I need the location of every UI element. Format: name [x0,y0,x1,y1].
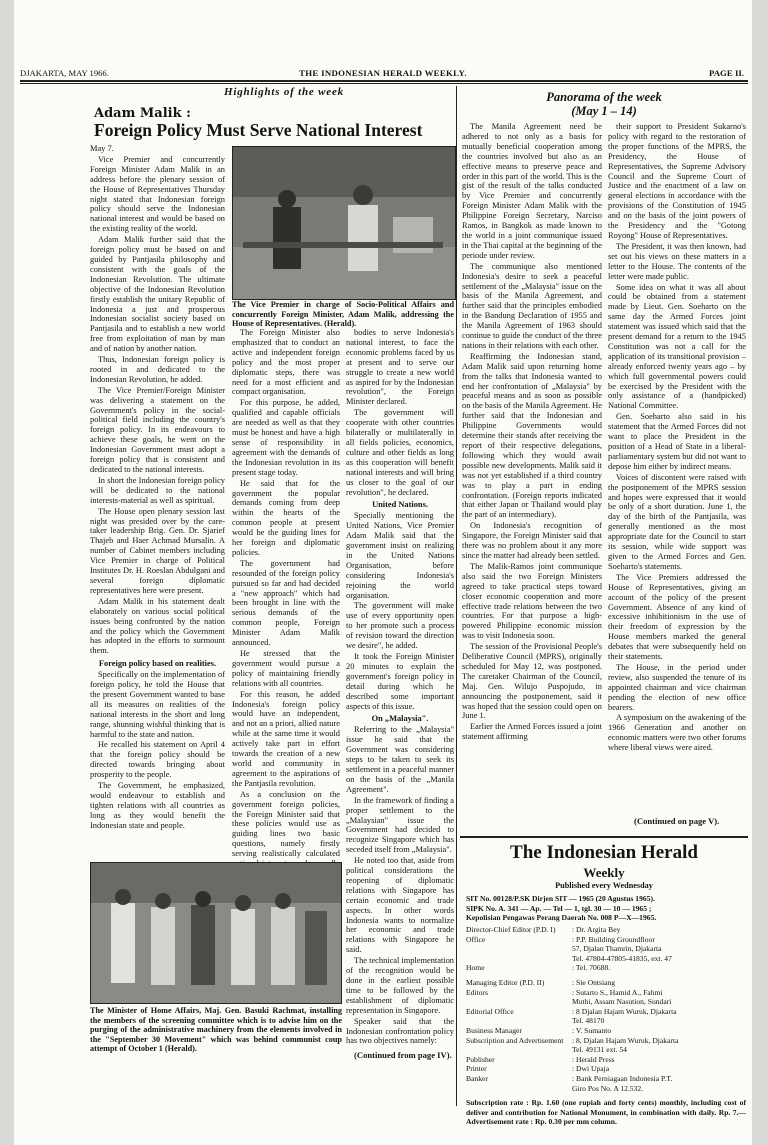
paragraph: Specifically on the implementation of foreign policy, he told the House that the present Government wanted to base all its measures on realities of the national interests in the short and long range, shunning wishful thinking that is harmful to the state and nation. [90,670,225,739]
staff-row [466,1055,746,1065]
staff-value: : P.P. Building Groundfloor [572,934,655,944]
staff-value: : Tel. 70688. [572,963,611,973]
continued-note-left: (Continued from page IV). [354,1050,452,1060]
panorama-col-1 [462,122,602,836]
paragraph: Vice Premier and concurrently Foreign Minister Adam Malik in an address before the plenary session of the House of Representatives Thursday night stated that Indonesian foreign policy should serve the Indonesian national interest and would be based on the existing reality of the world. [90,154,225,234]
staff-value: : Sutarto S., Hamid A., Fahmi [572,987,663,997]
article-col-2 [232,328,340,898]
staff-row [466,925,746,935]
staff-row [466,1036,746,1046]
staff-row [466,944,746,954]
paragraph: A symposium on the awakening of the 1966 Generation and another on economic matters were two other forums where liberal views were aired. [608,713,746,753]
headline: Foreign Policy Must Serve National Interest [94,120,423,140]
staff-role [466,1084,572,1094]
staff-row [466,963,746,973]
paragraph: Adam Malik further said that the foreign policy must be based on and guided by Pantjasila philosophy and consistent with the goals of the Indonesian Revolution. The ultimate objective of the Indonesian Revolution firstly establish the unitary Republic of Indonesia a just and prosperous Indonesian socialist society based on Pantjasila and to establish a new world free from exploitation of man by man and of nation by another nation. [90,235,225,354]
masthead-top-rule [460,836,748,838]
paragraph: The Government, he emphasized, would endeavour to establish and tighten relations with all countries as long as they would benefit the Indonesian state and people. [90,781,225,830]
staff-role: Publisher [466,1054,495,1064]
staff-value: : 8, Djalan Hajam Wuruk, Djakarta [572,1035,679,1045]
staff-row [466,978,746,988]
paragraph: On Indonesia's recognition of Singapore, the Foreign Minister said that there was no problem about it any more since the matter had already been settled. [462,521,602,560]
staff-role: Printer [466,1064,487,1074]
paragraph: Earlier the Armed Forces issued a joint statement affirming [462,722,602,742]
staff-role [466,1016,572,1026]
staff-value: Muthi, Assam Nasution, Sundari [572,997,672,1007]
paragraph: For this reason, he added Indonesia's foreign policy would have an independent, and not an a priori, allied nature while at the same time it would actively take part in effort towards the creation of a new world and community in agreement to the aspirations of the Pantjasila revolution. [232,689,340,788]
staff-role: Banker [466,1073,488,1083]
staff-role: Managing Editor (P.D. II) [466,977,545,987]
staff-value: Giro Pos No. A 12.532. [572,1083,644,1093]
paragraph: Some idea on what it was all about could be obtained from a statement made by Lieut. Gen. Soeharto on the same day the Armed Forces joint statement was issued which said that the present demand for a return to the 1945 Constitution was not a call for the application of its transitional provision – already enforced twenty years ago – by which full governmental powers could be exercised by the President with the only assistance of a (handpicked) National Committee. [608,282,746,411]
paragraph [346,1047,454,1048]
header-rule [20,80,748,82]
paragraph: their support to President Sukarno's policy with regard to the restoration of the proper functions of the MPRS, the Presidency, the House of Representatives, the Supreme Advisory Council and the Supreme Court of Justice and the enactment of a law on general elections in accordance with the provisions of the Constitution of 1945 and on the basis of the joint powers of the Presidency and the "Gotong Royong" House of Representatives. [608,122,746,240]
staff-value: : 8 Djalan Hajam Wuruk, Djakarta [572,1006,677,1016]
photo-adam-malik-house [232,146,456,300]
paragraph: The technical implementation of the recognition would be done in the earliest possible time to be followed by the establishment of diplomatic representation in Singapore. [346,956,454,1015]
staff-role [466,944,572,954]
photo-home-affairs-minister [90,862,342,1004]
paragraph: Voices of discontent were raised with the postponement of the MPRS session and hopes were expressed that it would be only of a short duration. June 1, the day of the birth of the Pantjasila, was generally mentioned as the most appropriate date for the Council to start its session, while wide support was given to the Armed Forces and Gen. Soeharto's statements. [608,472,746,571]
staff-value: : Dr. Argita Bey [572,925,621,934]
staff-value: Tel. 47804-47805-41835, ext. 47 [572,953,672,963]
permit-line: Kepolisian Pengawas Perang Daerah No. 008 P—X—1965. [466,913,657,923]
paragraph: The government will cooperate with other countries bilaterally or multilaterally in all fields policies, economics, culture and other fields as long as this cooperation will benefit national interests and will bring us closer to the goal of our revolution", he declared. [346,408,454,497]
masthead-subtitle: Weekly [583,865,625,880]
masthead-permits [466,894,746,923]
col1b-paragraphs [90,670,225,831]
staff-value: : Herald Press [572,1054,615,1064]
paragraph: The House, in the period under review, also suspended the tenure of its appointed chairman and vice chairman pending the election of new office bearers. [608,662,746,712]
article-date: May 7. [90,144,114,153]
photo-placeholder-svg [233,147,455,299]
col2-paragraphs [232,328,340,898]
staff-role: Editors [466,987,488,997]
permit-line: SIT No. 00128/P.SK Dirjen SIT — 1965 (20 Agustus 1965). [466,894,655,903]
staff-row [466,954,746,964]
col3-subhead-un: United Nations. [372,500,428,510]
staff-row [466,1016,746,1026]
paragraph: It took the Foreign Minister 20 minutes to explain the government's foreign policy in detail during which he described some important aspects of this issue. [346,652,454,711]
paragraph: He stressed that the government would pursue a policy of maintaining friendly relations with all countries. [232,649,340,688]
panorama-title: Panorama of the week [546,90,662,104]
staff-row [466,1064,746,1074]
paragraph: Referring to the „Malaysia" issue he said that the Government was considering steps to be taken to seek its settlement in a peaceful manner on the basis of the „Manila Agreement". [346,725,454,794]
panorama-col-2 [608,122,746,814]
panorama-col2-paragraphs [608,122,746,753]
staff-role: Editorial Office [466,1006,514,1016]
paragraph: The House open plenary session last night was presided over by the care-taker leadership Brig. Gen. Dr. Sjarief Thajeb and Haer Achmad Mursalin. A number of Cabinet members including Vice Premier in charge of Political Institutes Dr. H. Roeslan Abdulgani and several foreign diplomatic representatives here were present. [90,506,225,595]
paragraph: The government will make use of every opportunity open to her promote such a process of revision toward the direction we desire", he added. [346,601,454,651]
permit-lines [466,894,746,923]
paragraph: Speaker said that the Indonesian confrontation policy has two objectives namely: [346,1016,454,1046]
staff-role: Home [466,963,485,973]
staff-role: Business Manager [466,1025,522,1035]
subscription-note: Subscription rate : Rp. 1.60 (one rupiah and forty cents) monthly, including cost of deliver and contribution for National Monument, in combination with daily. Rp. 7.— Advertisement rate : Rp. 0.30 per mm column. [466,1098,746,1127]
paragraph: The Vice Premiers addressed the House of Representatives, giving an account of the policy of the present Government. Absence of any kind of excessive inhibitionism in the use of their freedom of expression by the House members marked the general debates that were subsequently held on their statements. [608,572,746,662]
paragraph: For this purpose, he added, qualified and capable officials are needed as well as that they must be honest and have a high sense of responsibility in agreement with the demands of the Indonesian revolution in its present stage today. [232,398,340,477]
dateline: DJAKARTA, MAY 1966. [20,68,109,78]
staff-role [466,997,572,1007]
staff-row [466,988,746,998]
paragraph: Adam Malik in his statement dealt elaborately on various social political issues being confronted by the nation and the policy which the Government has adopted in the efforts to surmount them. [90,596,225,656]
staff-value: : V. Sumanto [572,1025,612,1035]
col3c-paragraphs [346,725,454,1048]
staff-value: Tel. 48170 [572,1016,605,1026]
paragraph: In short the Indonesian foreign policy will be dedicated to the national interests-material as well as spiritual. [90,475,225,505]
paragraph: Gen. Soeharto also said in his statement that the Armed Forces did not want to place the President in the position of a Head of State in a liberal-parliamentary system but did not want to depose him either by indirect means. [608,412,746,471]
paragraph: The President, it was then known, had set out his views on these matters in a letter to the House. The contents of the letter were made public. [608,241,746,281]
col1-subhead: Foreign policy based on realities. [98,659,217,669]
panorama-continued-note: (Continued on page V). [634,816,720,826]
staff-role: Office [466,934,486,944]
paragraph: The government had resounded of the foreign policy pursued so far and had decided a "new approach" which had been brought in line with the serious demands of the common people, Foreign Minister Adam Malik announced. [232,558,340,648]
section-divider [456,86,457,1106]
paragraph: He noted too that, aside from political considerations the reopening of diplomatic relations with Singapore has certain economic and trade aspects. In other words Indonesia wants to normalize her economic and trade relations with Singapore he said. [346,856,454,955]
paragraph: Specially mentioning the United Nations, Vice Premier Adam Malik said that the government insist on realizing in the United Nations Organisation, before considering Indonesia's rejoining the world organisation. [346,511,454,600]
staff-role: Subscription and Advertisement [466,1035,564,1045]
staff-row [466,1074,746,1084]
paragraph: The communique also mentioned Indonesia's desire to seek a peaceful settlement of the „Malaysia" issue on the basis of the Manila Agreement, and further said that the principles embodied in the Bandung Declaration of 1955 and the Manila Agreement of 1963 should continue to guide the conduct of the three nations in their relations with each other. [462,261,602,350]
masthead-published: Published every Wednesday [555,881,653,890]
paragraph: As a conclusion on the government foreign policies, the Foreign Minister said that these policies would use as guiding lines two basic questions, namely firstly serving realistically calculated [232,789,340,859]
masthead-staff [466,925,746,1093]
staff-value: : Bank Perniagaan Indonesia P.T. [572,1073,673,1083]
panorama-col1-paragraphs [462,122,602,742]
paper-name: THE INDONESIAN HERALD WEEKLY. [299,68,467,78]
paragraph: The Vice Premier/Foreign Minister was delivering a statement on the Government's policy in the social-political field including the country's foreign policy. In its endeavours to achieve these goals, he went on the Indonesian Government must adopt a foreign policy that is consistent and dedicated to the national interests. [90,385,225,474]
page-label: PAGE II. [708,68,744,78]
paragraph: Thus, Indonesian foreign policy is rooted in and dedicated to the Indonesian Revolution, he added. [90,355,225,384]
paragraph: He recalled his statement on April 4 that the foreign policy should be directed towards bringing about prosperity to the people. [90,740,225,780]
panorama-dates: (May 1 – 14) [571,104,637,118]
staff-row [466,997,746,1007]
staff-role [466,954,572,964]
staff-role [466,1045,572,1055]
staff-role: Director-Chief Editor (P.D. I) [466,925,556,934]
staff-value: : Dwi Upaja [572,1064,610,1074]
col3-subhead-malaysia: On „Malaysia". [371,714,429,724]
staff-value: Tel. 49131 ext. 54 [572,1045,627,1055]
paragraph: In the framework of finding a proper settlement to the „Malaysian" issue the Government had decided to recognize Singapore which has seceded itself from „Malaysia". [346,795,454,855]
paragraph: bodies to serve Indonesia's national interest, to face the economic problems faced by us at present and to serve our struggle to create a new world as aspired for by the Indonesian revolution", the Foreign Minister declared. [346,328,454,407]
photo2-caption: The Minister of Home Affairs, Maj. Gen. Basuki Rachmat, installing the members of the screening committee which is to advise him on the purging of the administrative machinery from the elements involved in the "September 30 Movement" which was behind communist coup attempt of October 1 (Herald). [90,1006,342,1054]
col3-paragraphs [346,328,454,497]
photo2-placeholder-svg [91,863,341,1003]
photo1-caption: The Vice Premier in charge of Socio-Political Affairs and concurrently Foreign Minister, Adam Malik, addressing the House of Representatives. (Herald). [232,300,454,329]
masthead-title: The Indonesian Herald [510,842,698,863]
staff-row [466,1084,746,1094]
staff-row [466,1007,746,1017]
paragraph: The Manila Agreement need be adhered to not only as a basis for mutually beneficial cooperation among the countries involved but also as an effective means to preserve peace and order in this part of the world. This is the gist of the result of the talks conducted by Vice Premier and concurrently Foreign Minister Adam Malik with the Philippine Foreign Secretary, Narciso Ramos, in Bangkok as made known to the world in a joint communique issued in the Thai capital at the beginning of the periode under review. [462,122,602,260]
paragraph: The Malik-Ramos joint communique also said the two Foreign Ministers agreed to take practical steps toward closer economic cooperation and more effective trade relations between the two countries. For that purpose a high-powered Philippine economic mission was to visit Indonesia soon. [462,561,602,641]
col1-paragraphs [90,155,225,656]
paragraph: He said that for the government the popular demands coming from deep within the hearts of the common people at present would be the guiding lines for her foreign and diplomatic policies. [232,478,340,557]
paragraph: The session of the Provisional People's Deliberative Council (MPRS), originally scheduled for May 12, was postponed. The caretaker Chairman of the Council, Maj. Gen. Wilujo Puspojudo, in announcing the postponement, said it was hoped that the session could open on June 1. [462,642,602,721]
permit-line: SIPK No. A. 341 — Ap. — Tel — 1, tgl. 30 — 10 — 1965 ; [466,903,652,913]
newspaper-page [14,0,752,1145]
paragraph: The Foreign Minister also emphasized that to conduct an active and independent foreign policy and the most proper diplomatic steps, there was need for a most efficient and compact organisation. [232,328,340,397]
section-kicker: Highlights of the week [224,86,344,98]
staff-row [466,1045,746,1055]
staff-value: 57, Djalan Thamrin, Djakarta [572,944,662,954]
article-col-3 [346,328,454,1048]
staff-row [466,1026,746,1036]
staff-rows [466,925,746,1093]
paragraph: Reaffirming the Indonesian stand, Adam Malik said upon returning home from the talks that Indonesia wanted to end her confrontation of „Malaysia" by peaceful means and as soon as possible on the basis of the Manila Agreement. He further said that the Indonesian and Philippine Governments would determine their stands after receiving the report of their respective delegations, following which they would await possible new developments. Malik said it was not yet established if a third country was to play a part in ending confrontation. (Foreign reports indicated that either Japan or Thailand would play the part of an intermediary). [462,351,602,520]
staff-value: : Sie Ontsiang [572,977,616,987]
byline-name: Adam Malik : [94,106,191,121]
header-rule-thin [20,83,748,84]
staff-row [466,935,746,945]
article-col-1 [90,144,225,854]
col3b-paragraphs [346,511,454,711]
